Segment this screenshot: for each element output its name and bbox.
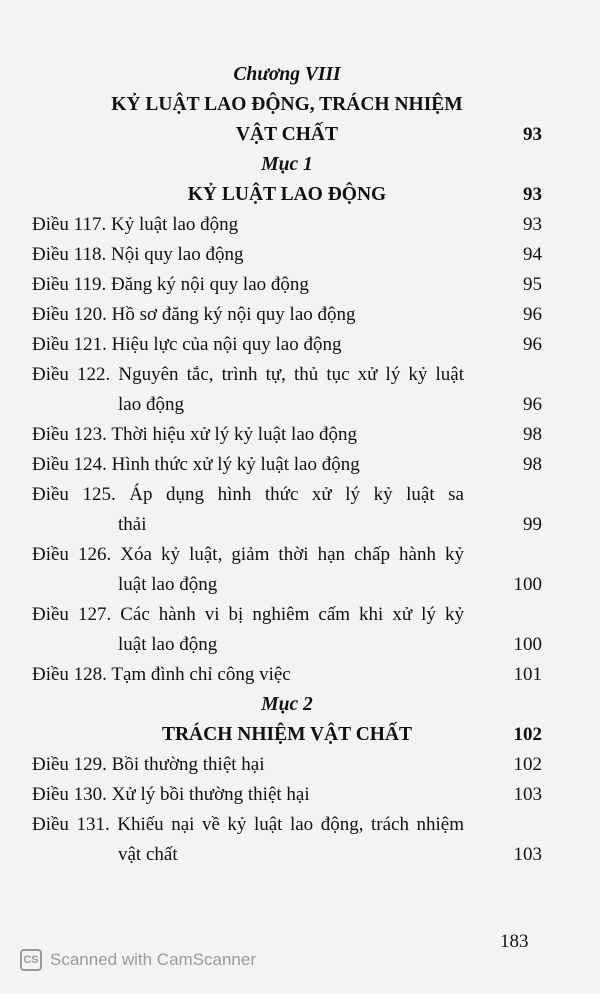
toc-entry bbox=[32, 420, 542, 450]
toc-entry-title-cont: thải bbox=[118, 514, 147, 535]
camscanner-text: Scanned with CamScanner bbox=[50, 950, 257, 969]
table-of-contents bbox=[32, 60, 542, 870]
chapter-page: 93 bbox=[523, 124, 542, 145]
toc-entry-page: 96 bbox=[523, 394, 542, 415]
toc-entry-continuation bbox=[32, 840, 542, 870]
section2-title-row bbox=[32, 720, 542, 750]
toc-entry-page: 103 bbox=[513, 784, 542, 805]
toc-entry-page: 98 bbox=[523, 424, 542, 445]
toc-entry bbox=[32, 240, 542, 270]
toc-entry-continuation bbox=[32, 510, 542, 540]
toc-entry bbox=[32, 660, 542, 690]
toc-entry bbox=[32, 450, 542, 480]
toc-entry-title: Điều 123. Thời hiệu xử lý kỷ luật lao động bbox=[32, 424, 358, 445]
toc-entry-page: 96 bbox=[523, 334, 542, 355]
toc-entry-page: 95 bbox=[523, 274, 542, 295]
toc-entry-title: Điều 120. Hồ sơ đăng ký nội quy lao động bbox=[32, 304, 356, 325]
chapter-label: Chương VIII bbox=[233, 64, 341, 85]
toc-entry-title: Điều 131. Khiếu nại về kỷ luật lao động, trách nhiệm bbox=[32, 814, 464, 835]
toc-entry-page: 103 bbox=[513, 844, 542, 865]
chapter-title-line2 bbox=[32, 120, 542, 150]
section1-title: KỶ LUẬT LAO ĐỘNG bbox=[187, 184, 387, 205]
toc-entry bbox=[32, 360, 542, 390]
toc-entry-title: Điều 121. Hiệu lực của nội quy lao động bbox=[32, 334, 342, 355]
section2-label: Mục 2 bbox=[261, 694, 313, 715]
toc-entry-title: Điều 117. Kỷ luật lao động bbox=[32, 214, 239, 235]
section2-entries bbox=[32, 750, 542, 870]
toc-entry bbox=[32, 270, 542, 300]
section1-title-row bbox=[32, 180, 542, 210]
section1-entries bbox=[32, 210, 542, 690]
toc-entry-title: Điều 128. Tạm đình chỉ công việc bbox=[32, 664, 291, 685]
toc-entry bbox=[32, 330, 542, 360]
toc-entry-continuation bbox=[32, 390, 542, 420]
toc-entry bbox=[32, 810, 542, 840]
camscanner-watermark bbox=[20, 949, 256, 971]
toc-entry-continuation bbox=[32, 630, 542, 660]
chapter-title-text: VẬT CHẤT bbox=[235, 124, 339, 145]
toc-entry-title: Điều 127. Các hành vi bị nghiêm cấm khi xử lý kỷ bbox=[32, 604, 464, 625]
toc-entry-page: 99 bbox=[523, 514, 542, 535]
toc-entry-page: 100 bbox=[513, 574, 542, 595]
toc-entry bbox=[32, 300, 542, 330]
section1-page: 93 bbox=[523, 184, 542, 205]
toc-entry-page: 94 bbox=[523, 244, 542, 265]
toc-entry-title-cont: lao động bbox=[118, 394, 184, 415]
toc-entry-continuation bbox=[32, 570, 542, 600]
toc-entry-title: Điều 119. Đăng ký nội quy lao động bbox=[32, 274, 309, 295]
toc-entry-title: Điều 122. Nguyên tắc, trình tự, thủ tục xử lý kỷ luật bbox=[32, 364, 464, 385]
section2-page: 102 bbox=[513, 724, 542, 745]
section1-label: Mục 1 bbox=[261, 154, 313, 175]
camscanner-icon: CS bbox=[20, 949, 42, 971]
toc-entry-title: Điều 130. Xử lý bồi thường thiệt hại bbox=[32, 784, 310, 805]
toc-entry bbox=[32, 750, 542, 780]
page-number: 183 bbox=[500, 931, 529, 952]
toc-entry bbox=[32, 780, 542, 810]
toc-entry bbox=[32, 540, 542, 570]
toc-entry bbox=[32, 210, 542, 240]
toc-entry-title: Điều 126. Xóa kỷ luật, giảm thời hạn chấp hành kỷ bbox=[32, 544, 464, 565]
toc-entry-title-cont: vật chất bbox=[118, 844, 178, 865]
toc-entry bbox=[32, 600, 542, 630]
toc-entry-title: Điều 129. Bồi thường thiệt hại bbox=[32, 754, 265, 775]
section2-title: TRÁCH NHIỆM VẬT CHẤT bbox=[161, 724, 413, 745]
chapter-title-line1: KỶ LUẬT LAO ĐỘNG, TRÁCH NHIỆM bbox=[111, 94, 463, 115]
toc-entry-page: 100 bbox=[513, 634, 542, 655]
toc-entry-title: Điều 124. Hình thức xử lý kỷ luật lao động bbox=[32, 454, 360, 475]
toc-entry-title-cont: luật lao động bbox=[118, 634, 218, 655]
toc-entry-page: 96 bbox=[523, 304, 542, 325]
toc-entry-title-cont: luật lao động bbox=[118, 574, 218, 595]
toc-entry-page: 93 bbox=[523, 214, 542, 235]
toc-entry-page: 98 bbox=[523, 454, 542, 475]
toc-entry bbox=[32, 480, 542, 510]
toc-entry-title: Điều 125. Áp dụng hình thức xử lý kỷ luật sa bbox=[32, 484, 464, 505]
toc-entry-page: 101 bbox=[513, 664, 542, 685]
toc-entry-title: Điều 118. Nội quy lao động bbox=[32, 244, 244, 265]
toc-entry-page: 102 bbox=[513, 754, 542, 775]
